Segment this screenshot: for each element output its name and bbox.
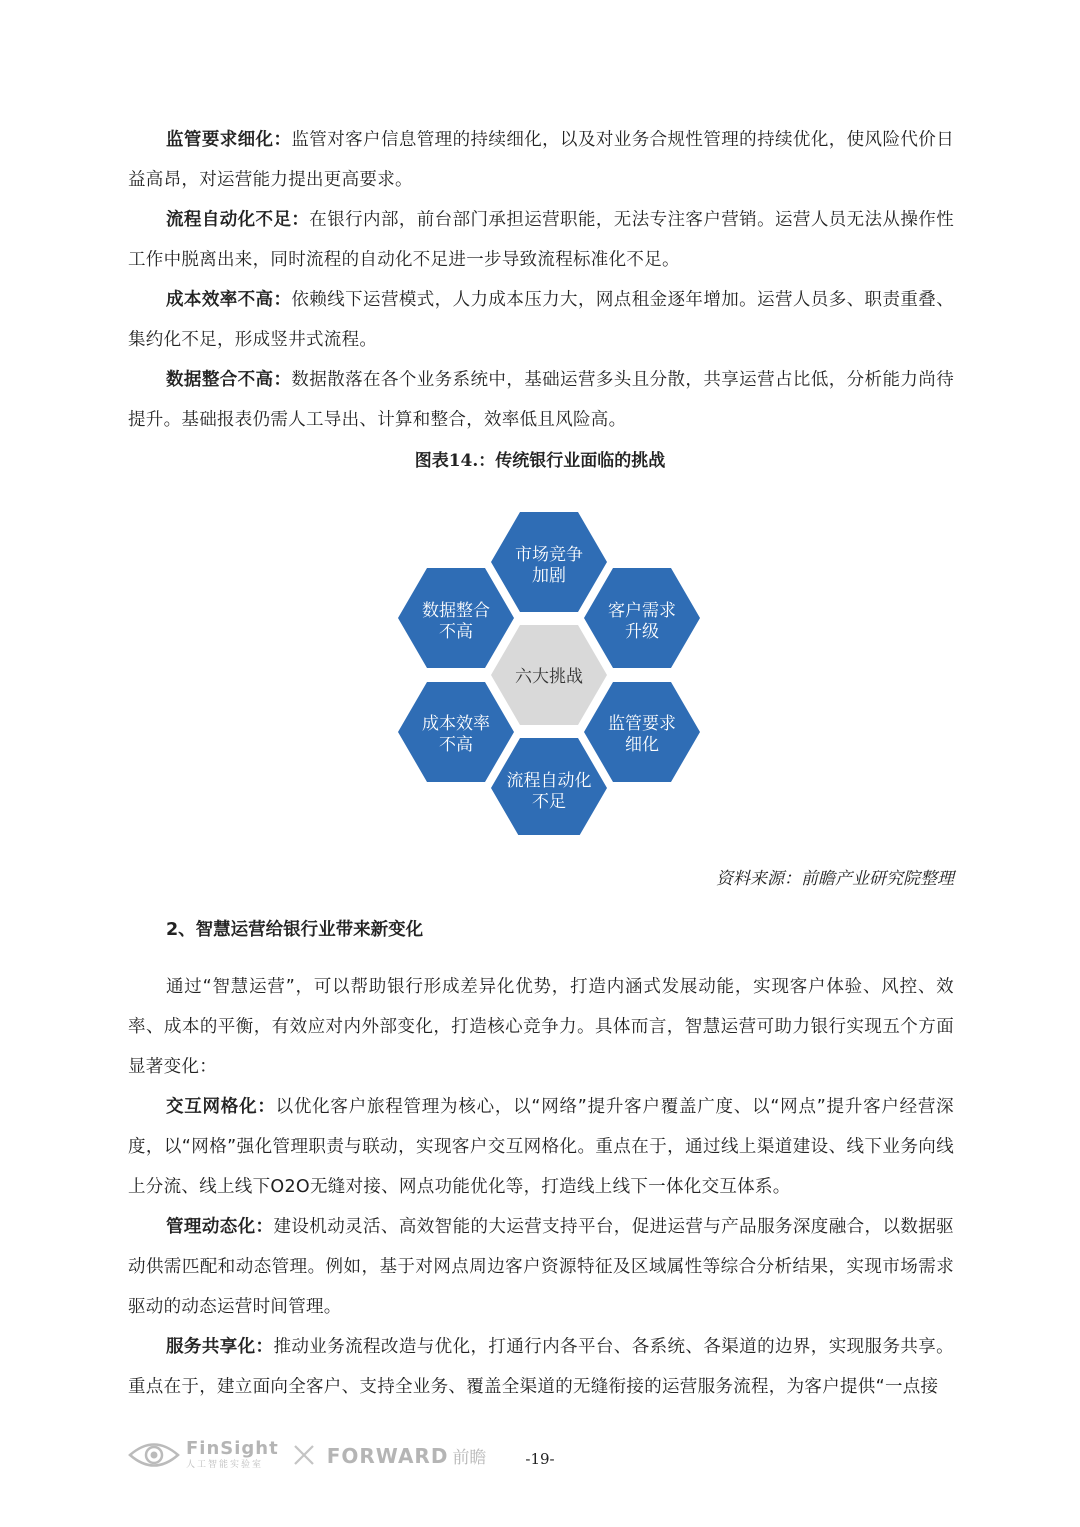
hex-label-line2: 细化 bbox=[625, 735, 659, 755]
hex-label-line1: 数据整合 bbox=[422, 601, 490, 621]
paragraph-lead: 成本效率不高： bbox=[166, 290, 292, 310]
paragraph-text: 数据散落在各个业务系统中，基础运营多头且分散，共享运营占比低，分析能力尚待提升。基础报表仍需人工导出、计算和整合，效率低且风险高。 bbox=[128, 370, 954, 430]
hex-cell-bottom-left bbox=[398, 682, 514, 782]
hex-cell-bottom bbox=[491, 738, 607, 835]
six-challenges-diagram bbox=[384, 505, 714, 835]
hex-label-line1: 成本效率 bbox=[422, 714, 490, 734]
paragraph-lead: 交互网格化： bbox=[166, 1097, 276, 1117]
section-intro: 通过“智慧运营”，可以帮助银行形成差异化优势，打造内涵式发展动能，实现客户体验、风控、效率、成本的平衡，有效应对内外部变化，打造核心竞争力。具体而言，智慧运营可助力银行实现五个方面显著变化： bbox=[128, 977, 954, 1077]
finsight-logo-subtitle: 人工智能实验室 bbox=[186, 1460, 264, 1470]
hex-cell-top bbox=[491, 512, 607, 612]
figure-title: 图表14.：传统银行业面临的挑战 bbox=[414, 451, 666, 471]
paragraph-regulation bbox=[128, 120, 954, 200]
paragraph-interaction bbox=[128, 1087, 954, 1207]
paragraph-text: 推动业务流程改造与优化，打通行内各平台、各系统、各渠道的边界，实现服务共享。重点在于，建立面向全客户、支持全业务、覆盖全渠道的无缝衔接的运营服务流程，为客户提供“一点接 bbox=[128, 1337, 954, 1397]
paragraph-cost bbox=[128, 280, 954, 360]
hex-label-line2: 不高 bbox=[439, 735, 473, 755]
paragraph-text: 监管对客户信息管理的持续细化，以及对业务合规性管理的持续优化，使风险代价日益高昂，对运营能力提出更高要求。 bbox=[128, 130, 954, 190]
forward-logo-name: FORWARD bbox=[326, 1443, 449, 1468]
figure-source: 资料来源：前瞻产业研究院整理 bbox=[716, 869, 954, 889]
hex-label-line2: 不足 bbox=[532, 792, 566, 812]
paragraph-text: 建设机动灵活、高效智能的大运营支持平台，促进运营与产品服务深度融合，以数据驱动供需匹配和动态管理。例如，基于对网点周边客户资源特征及区域属性等综合分析结果，实现市场需求驱动的动态运营时间管理。 bbox=[128, 1217, 954, 1317]
paragraph-service bbox=[128, 1327, 954, 1407]
section-heading: 2、智慧运营给银行业带来新变化 bbox=[166, 920, 424, 940]
paragraph-lead: 监管要求细化： bbox=[166, 130, 292, 150]
hex-label-line1: 流程自动化 bbox=[506, 771, 592, 791]
hex-cell-bottom-right bbox=[584, 682, 700, 782]
paragraph-text: 以优化客户旅程管理为核心，以“网络”提升客户覆盖广度、以“网点”提升客户经营深度，以“网格”强化管理职责与联动，实现客户交互网格化。重点在于，通过线上渠道建设、线下业务向线上分流、线上线下O2O无缝对接、网点功能优化等，打造线上线下一体化交互体系。 bbox=[128, 1097, 954, 1197]
paragraph-lead: 流程自动化不足： bbox=[166, 210, 310, 230]
paragraph-lead: 数据整合不高： bbox=[166, 370, 292, 390]
paragraph-data bbox=[128, 360, 954, 440]
paragraph-text: 在银行内部，前台部门承担运营职能，无法专注客户营销。运营人员无法从操作性工作中脱离出来，同时流程的自动化不足进一步导致流程标准化不足。 bbox=[128, 210, 954, 270]
hex-cell-top-left bbox=[398, 568, 514, 668]
paragraph-automation bbox=[128, 200, 954, 280]
hex-cell-center bbox=[491, 625, 607, 725]
forward-logo-cn: 前瞻 bbox=[452, 1447, 487, 1468]
paragraph-management bbox=[128, 1207, 954, 1327]
hex-center-label: 六大挑战 bbox=[515, 667, 583, 687]
hex-label-line1: 客户需求 bbox=[608, 601, 676, 621]
page-number: -19- bbox=[525, 1450, 555, 1468]
hex-label-line2: 加剧 bbox=[532, 566, 566, 586]
hex-label-line2: 升级 bbox=[625, 622, 659, 642]
hex-label-line1: 监管要求 bbox=[608, 714, 676, 734]
hex-cell-top-right bbox=[584, 568, 700, 668]
paragraph-lead: 管理动态化： bbox=[166, 1217, 274, 1237]
paragraph-text: 依赖线下运营模式，人力成本压力大，网点租金逐年增加。运营人员多、职责重叠、集约化不足，形成竖井式流程。 bbox=[128, 290, 954, 350]
hex-label-line2: 不高 bbox=[439, 622, 473, 642]
finsight-logo-name: FinSight bbox=[186, 1438, 279, 1459]
paragraph-lead: 服务共享化： bbox=[166, 1337, 274, 1357]
hex-label-line1: 市场竞争 bbox=[515, 545, 583, 565]
